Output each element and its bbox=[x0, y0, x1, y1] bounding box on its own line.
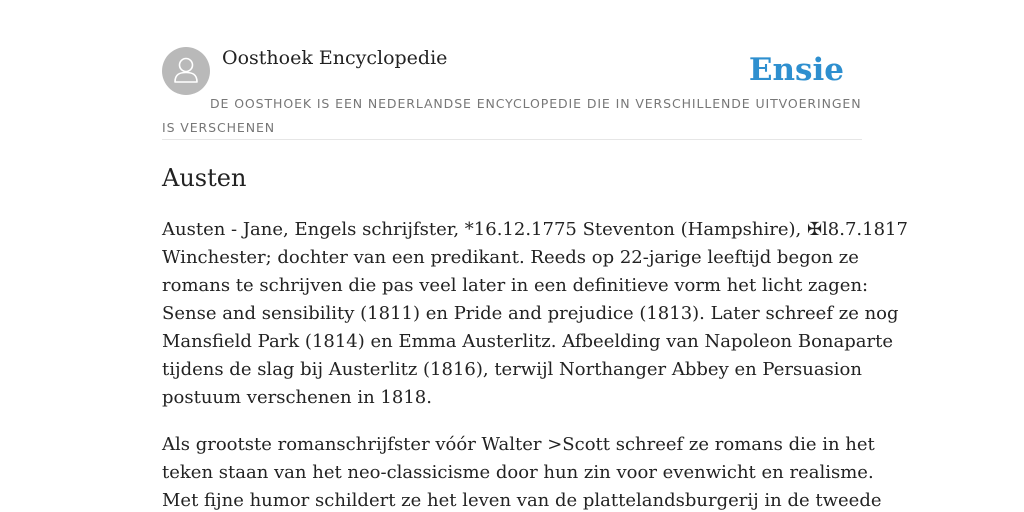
text-line: postuum verschenen in 1818. bbox=[162, 387, 432, 408]
text-line: teken staan van het neo-classicisme door hun zin voor evenwicht en realisme. bbox=[162, 462, 874, 483]
text-line: Winchester; dochter van een predikant. Reeds op 22-jarige leeftijd begon ze bbox=[162, 247, 859, 268]
site-tagline: DE OOSTHOEK IS EEN NEDERLANDSE ENCYCLOPEDIE DIE IN VERSCHILLENDE UITVOERINGEN IS VERSCHENEN bbox=[162, 96, 862, 135]
site-header bbox=[162, 46, 862, 140]
page-title: Austen bbox=[162, 164, 247, 192]
text-line: tijdens de slag bij Austerlitz (1816), terwijl Northanger Abbey en Persuasion bbox=[162, 359, 862, 380]
site-name-link[interactable]: Oosthoek Encyclopedie bbox=[222, 47, 448, 69]
article-body bbox=[162, 216, 908, 512]
text-line: Austen - Jane, Engels schrijfster, *16.12.1775 Steventon (Hampshire), ✠l8.7.1817 bbox=[162, 219, 908, 240]
text-line: Sense and sensibility (1811) en Pride and prejudice (1813). Later schreef ze nog bbox=[162, 303, 899, 324]
text-line: Mansfield Park (1814) en Emma Austerlitz. Afbeelding van Napoleon Bonaparte bbox=[162, 331, 893, 352]
user-avatar-icon[interactable] bbox=[162, 47, 210, 95]
brand-logo-link[interactable]: Ensie bbox=[748, 52, 844, 88]
article-paragraph bbox=[162, 431, 882, 512]
text-line: Met fijne humor schildert ze het leven van de plattelandsburgerij in de tweede bbox=[162, 490, 882, 511]
text-line: romans te schrijven die pas veel later in een definitieve vorm het licht zagen: bbox=[162, 275, 869, 296]
text-line: Als grootste romanschrijfster vóór Walter >Scott schreef ze romans die in het bbox=[162, 434, 875, 455]
article-paragraph bbox=[162, 216, 908, 412]
person-outline-icon bbox=[162, 47, 210, 95]
